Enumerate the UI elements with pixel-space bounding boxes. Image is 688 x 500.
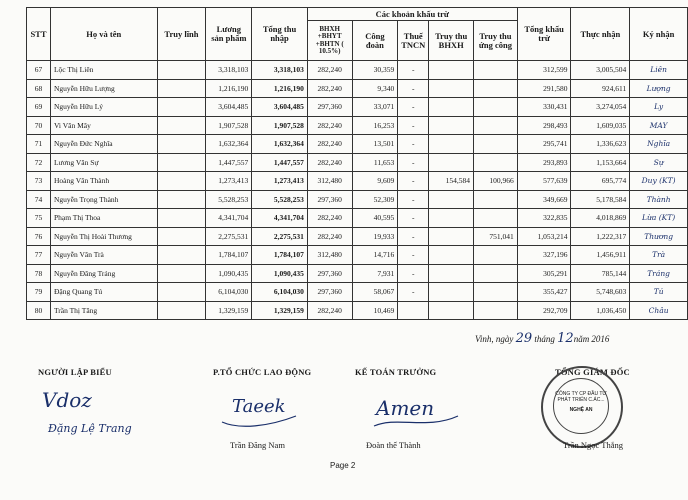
- signature-chief-accountant: Amen: [376, 396, 435, 420]
- cell-salary: 1,090,435: [206, 264, 252, 283]
- cell-total-ded: 298,493: [517, 116, 571, 135]
- cell-advance: [157, 283, 206, 302]
- cell-name: Đặng Quang Tú: [50, 283, 157, 302]
- cell-total-ded: 292,709: [517, 301, 571, 320]
- table-row: [27, 135, 688, 154]
- cell-sign: Lượng: [630, 79, 688, 98]
- table-row: [27, 172, 688, 191]
- cell-tax: -: [398, 135, 429, 154]
- cell-net: 3,274,054: [571, 98, 630, 117]
- header-total-deductions: Tổng khấu trừ: [517, 8, 571, 61]
- cell-sign: Liên: [630, 61, 688, 80]
- cell-salary: 1,632,364: [206, 135, 252, 154]
- cell-name: Lộc Thị Liên: [50, 61, 157, 80]
- header-name: Họ và tên: [50, 8, 157, 61]
- role-general-director: TỔNG GIÁM ĐỐC: [555, 367, 630, 377]
- cell-total-ded: 330,431: [517, 98, 571, 117]
- cell-name: Nguyễn Hữu Lượng: [50, 79, 157, 98]
- table-row: [27, 153, 688, 172]
- cell-net: 1,153,664: [571, 153, 630, 172]
- cell-tax: -: [398, 227, 429, 246]
- cell-salary: 1,907,528: [206, 116, 252, 135]
- cell-total-ded: 355,427: [517, 283, 571, 302]
- date-line: Vinh, ngày 29 tháng 12năm 2016: [475, 331, 610, 346]
- header-recover-insurance: Truy thu BHXH: [429, 21, 474, 61]
- cell-ins: 282,240: [307, 61, 352, 80]
- cell-income: 3,318,103: [252, 61, 308, 80]
- cell-recover-ins: [429, 227, 474, 246]
- cell-total-ded: 577,639: [517, 172, 571, 191]
- cell-income: 1,329,159: [252, 301, 308, 320]
- cell-union: 16,253: [352, 116, 398, 135]
- cell-income: 1,216,190: [252, 79, 308, 98]
- cell-name: Lương Văn Sự: [50, 153, 157, 172]
- cell-name: Phạm Thị Thoa: [50, 209, 157, 228]
- header-stt: STT: [27, 8, 51, 61]
- cell-net: 5,748,603: [571, 283, 630, 302]
- table-row: [27, 79, 688, 98]
- cell-recover-union: [474, 209, 518, 228]
- cell-union: 7,931: [352, 264, 398, 283]
- cell-income: 1,632,364: [252, 135, 308, 154]
- cell-ins: 297,360: [307, 264, 352, 283]
- cell-total-ded: 349,669: [517, 190, 571, 209]
- cell-income: 1,090,435: [252, 264, 308, 283]
- cell-income: 5,528,253: [252, 190, 308, 209]
- table-row: [27, 98, 688, 117]
- cell-recover-union: [474, 135, 518, 154]
- cell-sign: Thành: [630, 190, 688, 209]
- cell-recover-ins: [429, 283, 474, 302]
- name-labor-dept: Trần Đăng Nam: [230, 440, 285, 450]
- cell-income: 1,447,557: [252, 153, 308, 172]
- cell-tax: -: [398, 209, 429, 228]
- cell-union: 13,501: [352, 135, 398, 154]
- cell-recover-union: [474, 79, 518, 98]
- cell-salary: 1,784,107: [206, 246, 252, 265]
- header-sign: Ký nhận: [630, 8, 688, 61]
- cell-net: 1,222,317: [571, 227, 630, 246]
- cell-ins: 297,360: [307, 283, 352, 302]
- cell-salary: 2,275,531: [206, 227, 252, 246]
- cell-recover-union: [474, 264, 518, 283]
- company-stamp: CÔNG TY CP ĐẦU TƯ PHÁT TRIỂN C.ÁC... NGHỆ AN: [541, 366, 623, 448]
- cell-advance: [157, 209, 206, 228]
- cell-name: Trần Thị Tăng: [50, 301, 157, 320]
- date-month: 12: [557, 331, 574, 346]
- cell-name: Vi Văn Mây: [50, 116, 157, 135]
- cell-tax: -: [398, 79, 429, 98]
- cell-name: Nguyễn Đăng Tráng: [50, 264, 157, 283]
- cell-net: 1,336,623: [571, 135, 630, 154]
- cell-sign: Thương: [630, 227, 688, 246]
- cell-name: Nguyễn Văn Trà: [50, 246, 157, 265]
- cell-recover-union: 751,041: [474, 227, 518, 246]
- cell-stt: 67: [27, 61, 51, 80]
- header-net: Thực nhận: [571, 8, 630, 61]
- cell-income: 6,104,030: [252, 283, 308, 302]
- cell-income: 1,273,413: [252, 172, 308, 191]
- cell-ins: 282,240: [307, 79, 352, 98]
- cell-stt: 69: [27, 98, 51, 117]
- cell-recover-union: [474, 61, 518, 80]
- cell-net: 695,774: [571, 172, 630, 191]
- cell-sign: Tú: [630, 283, 688, 302]
- cell-union: 9,609: [352, 172, 398, 191]
- cell-net: 1,036,450: [571, 301, 630, 320]
- cell-union: 58,067: [352, 283, 398, 302]
- cell-income: 1,907,528: [252, 116, 308, 135]
- table-row: [27, 209, 688, 228]
- table-row: [27, 246, 688, 265]
- cell-stt: 73: [27, 172, 51, 191]
- cell-sign: Duy (KT): [630, 172, 688, 191]
- cell-stt: 80: [27, 301, 51, 320]
- cell-total-ded: 291,580: [517, 79, 571, 98]
- name-chief-accountant: Đoàn thế Thành: [366, 440, 421, 450]
- date-day: 29: [515, 331, 533, 346]
- cell-sign: Tráng: [630, 264, 688, 283]
- table-row: [27, 227, 688, 246]
- cell-recover-union: [474, 98, 518, 117]
- table-row: [27, 301, 688, 320]
- cell-sign: Sự: [630, 153, 688, 172]
- cell-recover-union: [474, 301, 518, 320]
- table-row: [27, 61, 688, 80]
- cell-advance: [157, 172, 206, 191]
- cell-advance: [157, 61, 206, 80]
- cell-ins: 312,480: [307, 172, 352, 191]
- cell-salary: 4,341,704: [206, 209, 252, 228]
- cell-recover-ins: [429, 246, 474, 265]
- cell-recover-union: 100,966: [474, 172, 518, 191]
- cell-name: Nguyễn Thị Hoài Thương: [50, 227, 157, 246]
- header-recover-union: Truy thu ứng công: [474, 21, 518, 61]
- cell-tax: -: [398, 264, 429, 283]
- cell-salary: 1,329,159: [206, 301, 252, 320]
- cell-recover-ins: [429, 190, 474, 209]
- cell-ins: 297,360: [307, 190, 352, 209]
- cell-tax: -: [398, 246, 429, 265]
- cell-stt: 78: [27, 264, 51, 283]
- cell-name: Hoàng Văn Thành: [50, 172, 157, 191]
- cell-union: 19,933: [352, 227, 398, 246]
- cell-recover-ins: [429, 98, 474, 117]
- cell-tax: -: [398, 190, 429, 209]
- cell-total-ded: 322,835: [517, 209, 571, 228]
- cell-net: 3,005,504: [571, 61, 630, 80]
- cell-union: 52,309: [352, 190, 398, 209]
- payroll-rows: [27, 61, 688, 320]
- cell-salary: 3,604,485: [206, 98, 252, 117]
- cell-sign: Châu: [630, 301, 688, 320]
- cell-ins: 282,240: [307, 227, 352, 246]
- cell-stt: 77: [27, 246, 51, 265]
- cell-income: 1,784,107: [252, 246, 308, 265]
- table-row: [27, 283, 688, 302]
- cell-total-ded: 312,599: [517, 61, 571, 80]
- cell-total-ded: 1,053,214: [517, 227, 571, 246]
- cell-tax: [398, 301, 429, 320]
- cell-stt: 75: [27, 209, 51, 228]
- cell-name: Nguyễn Trọng Thành: [50, 190, 157, 209]
- cell-income: 2,275,531: [252, 227, 308, 246]
- cell-tax: -: [398, 98, 429, 117]
- cell-stt: 76: [27, 227, 51, 246]
- name-general-director: Trần Ngọc Thắng: [563, 440, 623, 450]
- cell-recover-ins: 154,584: [429, 172, 474, 191]
- cell-advance: [157, 79, 206, 98]
- cell-recover-ins: [429, 301, 474, 320]
- cell-ins: 282,240: [307, 116, 352, 135]
- cell-net: 1,609,035: [571, 116, 630, 135]
- cell-advance: [157, 116, 206, 135]
- header-union: Công đoàn: [352, 21, 398, 61]
- cell-salary: 3,318,103: [206, 61, 252, 80]
- cell-total-ded: 295,741: [517, 135, 571, 154]
- labor-signature-underline: [220, 410, 300, 430]
- header-income: Tổng thu nhập: [252, 8, 308, 61]
- preparer-handwritten-name: Đặng Lệ Trang: [48, 422, 132, 435]
- header-advance: Truy lĩnh: [157, 8, 206, 61]
- cell-recover-ins: [429, 153, 474, 172]
- signature-labor-dept: Taeek: [232, 396, 286, 417]
- cell-total-ded: 293,893: [517, 153, 571, 172]
- cell-recover-union: [474, 190, 518, 209]
- table-row: [27, 264, 688, 283]
- cell-union: 40,595: [352, 209, 398, 228]
- cell-ins: 282,240: [307, 209, 352, 228]
- cell-name: Nguyễn Hữu Lý: [50, 98, 157, 117]
- cell-stt: 72: [27, 153, 51, 172]
- header-insurance: BHXH +BHYT +BHTN ( 10.5%): [307, 21, 352, 61]
- payroll-table: [26, 7, 688, 320]
- cell-recover-ins: [429, 135, 474, 154]
- header-deductions-group: Các khoản khấu trừ: [307, 8, 517, 21]
- cell-sign: Ly: [630, 98, 688, 117]
- cell-sign: Nghĩa: [630, 135, 688, 154]
- cell-net: 924,611: [571, 79, 630, 98]
- cell-ins: 282,240: [307, 301, 352, 320]
- cell-recover-union: [474, 283, 518, 302]
- cell-ins: 312,480: [307, 246, 352, 265]
- cell-recover-ins: [429, 209, 474, 228]
- cell-advance: [157, 246, 206, 265]
- cell-ins: 282,240: [307, 153, 352, 172]
- cell-sign: Lừa (KT): [630, 209, 688, 228]
- page-number: Page 2: [330, 461, 356, 470]
- cell-net: 4,018,869: [571, 209, 630, 228]
- role-chief-accountant: KẾ TOÁN TRƯỞNG: [355, 367, 437, 377]
- cell-recover-union: [474, 246, 518, 265]
- cell-net: 5,178,584: [571, 190, 630, 209]
- signature-preparer: Vdoz: [42, 388, 92, 412]
- header-tax: Thuế TNCN: [398, 21, 429, 61]
- cell-tax: -: [398, 116, 429, 135]
- cell-tax: -: [398, 172, 429, 191]
- cell-union: 9,340: [352, 79, 398, 98]
- cell-recover-ins: [429, 61, 474, 80]
- cell-net: 1,456,911: [571, 246, 630, 265]
- cell-stt: 70: [27, 116, 51, 135]
- cell-ins: 282,240: [307, 135, 352, 154]
- cell-advance: [157, 227, 206, 246]
- cell-advance: [157, 153, 206, 172]
- cell-tax: -: [398, 61, 429, 80]
- cell-advance: [157, 264, 206, 283]
- cell-stt: 71: [27, 135, 51, 154]
- cell-union: 11,653: [352, 153, 398, 172]
- cell-stt: 68: [27, 79, 51, 98]
- cell-stt: 74: [27, 190, 51, 209]
- cell-salary: 6,104,030: [206, 283, 252, 302]
- accountant-signature-underline: [372, 412, 462, 432]
- cell-income: 4,341,704: [252, 209, 308, 228]
- cell-salary: 5,528,253: [206, 190, 252, 209]
- cell-tax: -: [398, 283, 429, 302]
- cell-total-ded: 305,291: [517, 264, 571, 283]
- cell-total-ded: 327,196: [517, 246, 571, 265]
- role-labor-dept: P.TỔ CHỨC LAO ĐỘNG: [213, 367, 312, 377]
- cell-stt: 79: [27, 283, 51, 302]
- cell-salary: 1,216,190: [206, 79, 252, 98]
- cell-advance: [157, 98, 206, 117]
- cell-union: 33,071: [352, 98, 398, 117]
- cell-advance: [157, 135, 206, 154]
- cell-name: Nguyễn Đức Nghĩa: [50, 135, 157, 154]
- cell-recover-ins: [429, 116, 474, 135]
- cell-union: 14,716: [352, 246, 398, 265]
- cell-recover-ins: [429, 79, 474, 98]
- cell-salary: 1,447,557: [206, 153, 252, 172]
- cell-sign: Trà: [630, 246, 688, 265]
- cell-union: 30,359: [352, 61, 398, 80]
- table-row: [27, 116, 688, 135]
- cell-ins: 297,360: [307, 98, 352, 117]
- cell-recover-union: [474, 116, 518, 135]
- role-preparer: NGƯỜI LẬP BIỂU: [38, 367, 112, 377]
- cell-net: 785,144: [571, 264, 630, 283]
- table-row: [27, 190, 688, 209]
- cell-income: 3,604,485: [252, 98, 308, 117]
- cell-union: 10,469: [352, 301, 398, 320]
- cell-tax: -: [398, 153, 429, 172]
- cell-recover-union: [474, 153, 518, 172]
- cell-advance: [157, 301, 206, 320]
- cell-recover-ins: [429, 264, 474, 283]
- cell-advance: [157, 190, 206, 209]
- cell-sign: MAY: [630, 116, 688, 135]
- header-salary: Lương sản phẩm: [206, 8, 252, 61]
- cell-salary: 1,273,413: [206, 172, 252, 191]
